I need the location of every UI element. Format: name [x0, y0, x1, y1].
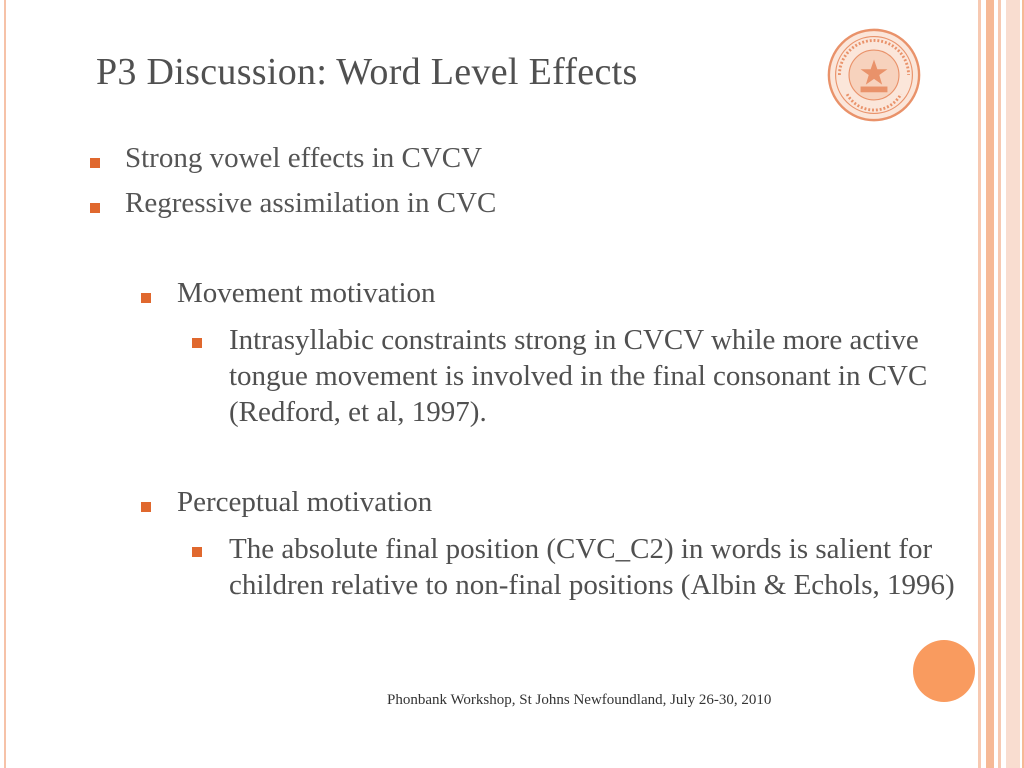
- accent-circle: [913, 640, 975, 702]
- bullet-square-icon: [192, 547, 202, 557]
- bullet-square-icon: [141, 502, 151, 512]
- right-stripe: [998, 0, 1001, 768]
- right-stripe: [1006, 0, 1020, 768]
- bullet-square-icon: [90, 203, 100, 213]
- perceptual-motivation-heading: Perceptual motivation: [177, 486, 433, 518]
- bullet-vowel-effects: Strong vowel effects in CVCV: [125, 142, 483, 174]
- bullet-square-icon: [141, 293, 151, 303]
- perceptual-motivation-detail: The absolute final position (CVC_C2) in words is salient for children relative to non-final positions (Albin & Echols, 1996): [229, 533, 955, 601]
- right-stripe: [978, 0, 981, 768]
- movement-motivation-detail: Intrasyllabic constraints strong in CVCV while more active tongue movement is involved in the final consonant in CVC (Redford, et al, 1997).: [229, 324, 928, 428]
- bullet-regressive-assimilation: Regressive assimilation in CVC: [125, 187, 497, 219]
- movement-motivation-heading: Movement motivation: [177, 277, 436, 309]
- university-seal-icon: [826, 27, 922, 123]
- slide-title: P3 Discussion: Word Level Effects: [96, 51, 638, 93]
- slide-footer: Phonbank Workshop, St Johns Newfoundland, July 26-30, 2010: [387, 692, 772, 708]
- right-stripe: [986, 0, 994, 768]
- left-border: [4, 0, 6, 768]
- bullet-square-icon: [192, 338, 202, 348]
- bullet-square-icon: [90, 158, 100, 168]
